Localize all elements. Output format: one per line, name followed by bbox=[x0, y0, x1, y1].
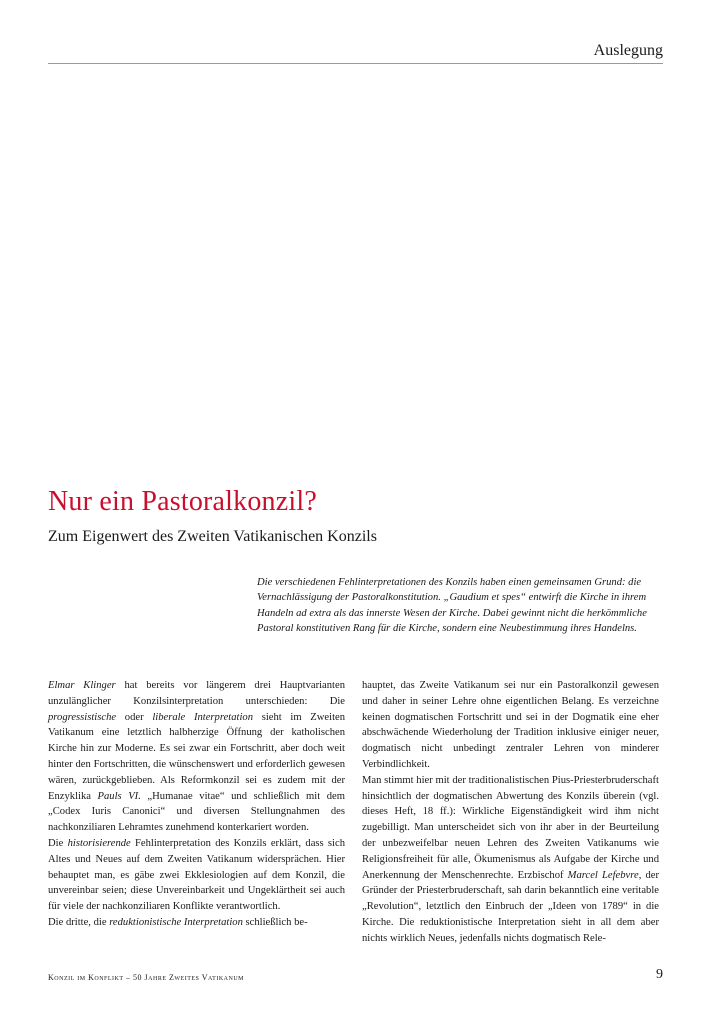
journal-footer: Konzil im Konflikt – 50 Jahre Zweites Vatikanum bbox=[48, 973, 245, 982]
author-name: Elmar Klinger bbox=[48, 680, 116, 691]
body-column-right bbox=[362, 678, 659, 947]
section-label: Auslegung bbox=[593, 42, 663, 59]
paragraph: Man stimmt hier mit der traditionalistischen Pius-Priesterbruderschaft hinsichtlich der dogmatischen Abwertung des Konzils überein (vgl. dieses Heft, 18 ff.): Wirkliche Eigenständigkeit wird ihm nicht zugebilligt. Man unterscheidet sich von ihr aber in der Beurteilung der unbezweifelbar neuen Lehren des Zweiten Vatikanums wie Religionsfreiheit für alle, Ökumenismus als Aufgabe der Kirche und Anerkennung der Menschenrechte. Erzbischof Marcel Lefebvre, der Gründer der Priesterbruderschaft, sah darin bekanntlich eine veritable „Revolution“, letztlich den Einbruch der „Ideen von 1789“ in die Kirche. Die reduktionistische Interpretation sieht in all dem aber nichts wirklich Neues, jedenfalls nichts dogmatisch Rele- bbox=[362, 774, 659, 944]
paragraph: Die dritte, die reduktionistische Interpretation schließlich be- bbox=[48, 916, 308, 928]
paragraph: Die historisierende Fehlinterpretation des Konzils erklärt, dass sich Altes und Neues auf dem Zweiten Vatikanum widersprächen. Hier behauptet man, es gäbe zwei Ekklesiologien auf dem Konzil, die unvereinbar seien; diese Unvereinbarkeit und Ungeklärtheit sei auch für viele der nachkonziliaren Konflikte verantwortlich. bbox=[48, 837, 345, 913]
article-lead: Die verschiedenen Fehlinterpretationen des Konzils haben einen gemeinsamen Grund: die Vernachlässigung der Pastoralkonstitution. „Gaudium et spes“ entwirft die Kirche in ihrem Handeln ad extra als das innerste Wesen der Kirche. Dabei gewinnt nicht die herkömmliche Pastoral konstitutiven Rang für die Kirche, sondern eine Neubestimmung ihres Handelns. bbox=[257, 577, 647, 634]
paragraph: Elmar Klinger hat bereits vor längerem drei Hauptvarianten unzulänglicher Konzilsinterpretation unterschieden: Die progressistische oder liberale Interpretation sieht im Zweiten Vatikanum eine letztlich halbherzige Öffnung der katholischen Kirche hin zur Moderne. Es sei zwar ein Fortschritt, aber doch weit hinter den Fortschritten, die wünschenswert und erforderlich gewesen wären, zurückgeblieben. Als Reformkonzil sei es zudem mit der Enzyklika Pauls VI. „Humanae vitae“ und schließlich mit dem „Codex Iuris Canonici“ und diversen Stellungnahmen des nachkonziliaren Lehramtes zunehmend konterkariert worden. bbox=[48, 680, 346, 834]
paragraph: hauptet, das Zweite Vatikanum sei nur ein Pastoralkonzil gewesen und daher in seiner Lehre ohne eigentlichen Belang. Es verzeichne keinen dogmatischen Fortschritt und sei in der Dogmatik eine eher abschwächende Wiederholung der Tradition inklusive einiger neuer, dogmatisch nicht unbedingt zentraler Lehren von minderer Verbindlichkeit. bbox=[362, 680, 659, 770]
header-rule bbox=[48, 63, 663, 64]
page-number: 9 bbox=[656, 967, 663, 982]
body-column-left bbox=[48, 678, 345, 931]
article-subtitle: Zum Eigenwert des Zweiten Vatikanischen Konzils bbox=[48, 528, 377, 545]
article-title: Nur ein Pastoralkonzil? bbox=[48, 486, 317, 517]
